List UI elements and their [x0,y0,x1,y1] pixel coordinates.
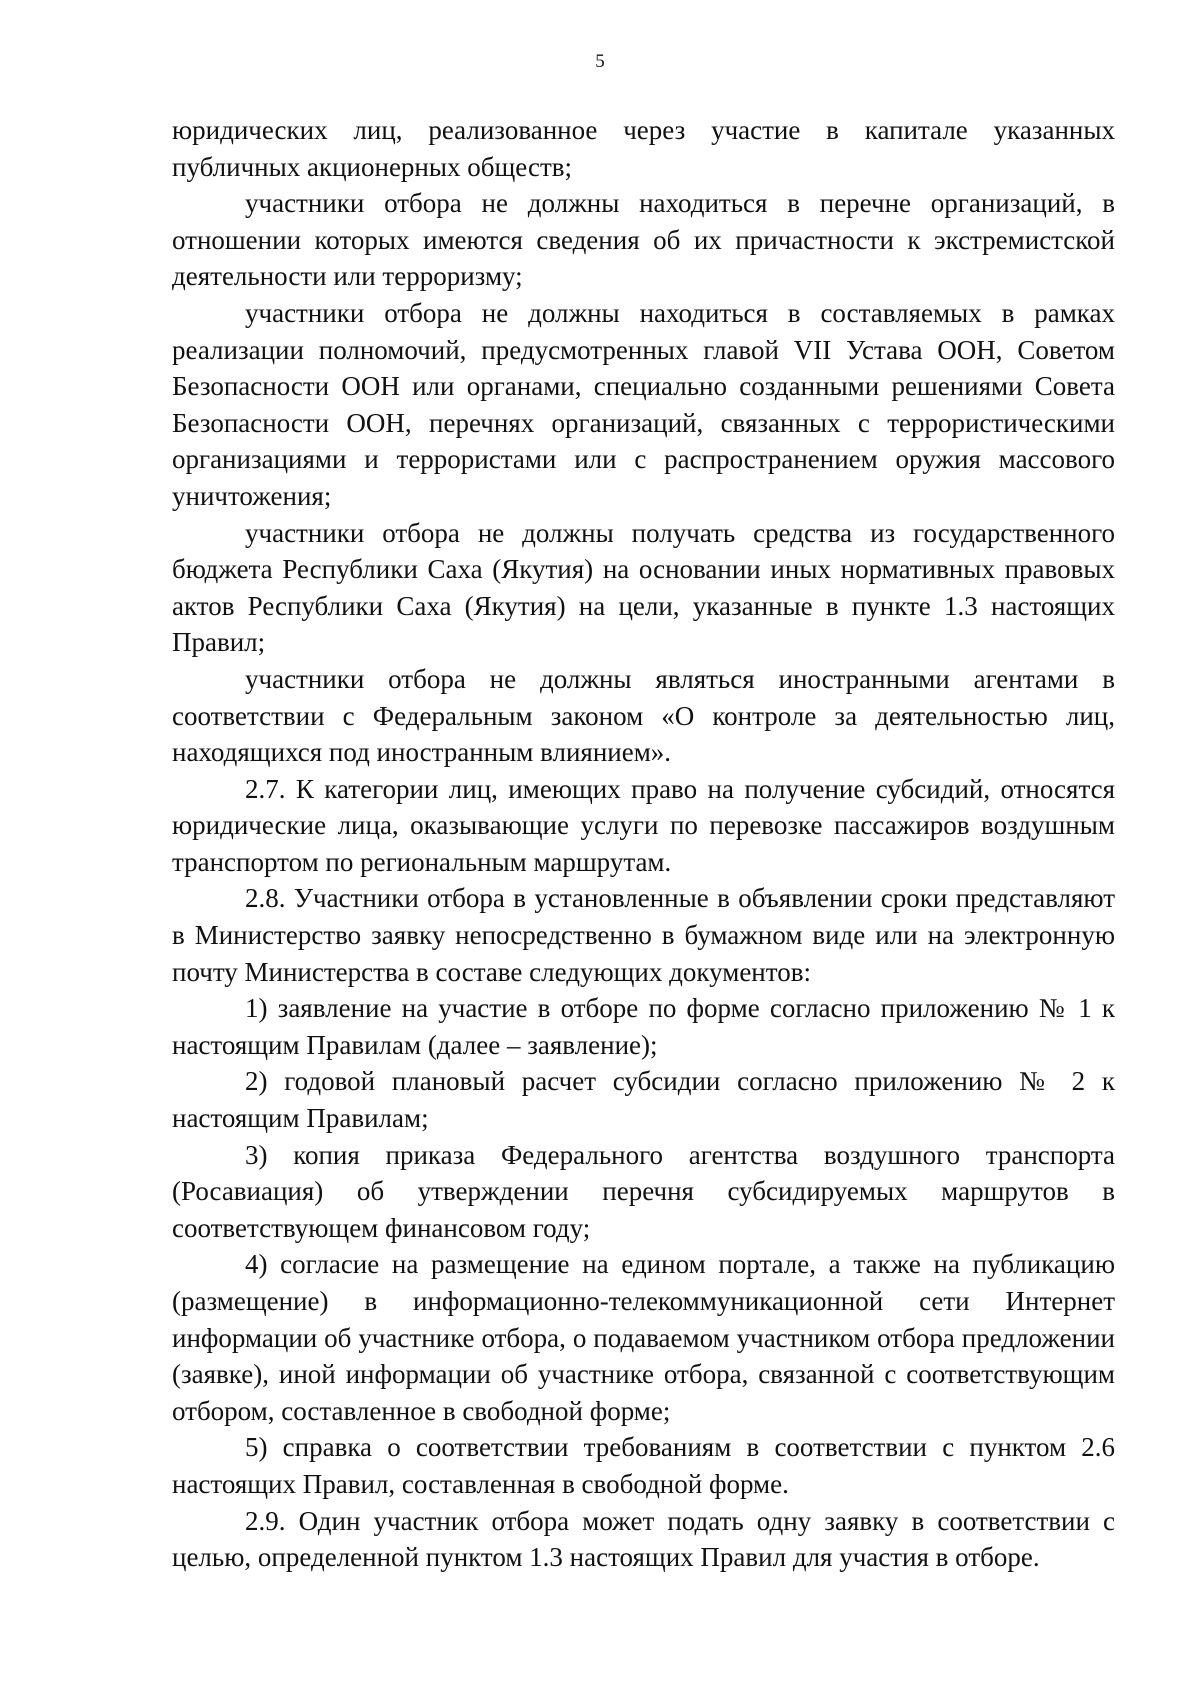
paragraph-clause-2-8: 2.8. Участники отбора в установленные в объявлении сроки представляют в Министерство заявку непосредственно в бумажном виде или на электронную почту Министерства в составе следующих документов: [172,883,1115,987]
page-number: 5 [595,51,605,72]
paragraph-budget-funds-requirement: участники отбора не должны получать средства из государственного бюджета Республики Саха (Якутия) на основании иных нормативных правовых актов Республики Саха (Якутия) на цели, указанные в пункте 1.3 настоящих Правил; [172,517,1115,658]
paragraph-foreign-agent-requirement: участники отбора не должны являться иностранными агентами в соответствии с Федеральным законом «О контроле за деятельностью лиц, находящихся под иностранным влиянием». [172,663,1115,768]
paragraph-item-4: 4) согласие на размещение на едином портале, а также на публикацию (размещение) в информационно-телекоммуникационной сети Интернет информации об участнике отбора, о подаваемом участником отбора предложении (заявке), иной информации об участнике отбора, связанной с соответствующим отбором, составленное в свободной форме; [172,1249,1115,1426]
paragraph-item-3: 3) копия приказа Федерального агентства воздушного транспорта (Росавиация) об утверждении перечня субсидируемых маршрутов в соответствующем финансовом году; [172,1139,1115,1243]
paragraph-continuation: юридических лиц, реализованное через участие в капитале указанных публичных акционерных обществ; [172,115,1115,182]
paragraph-clause-2-9: 2.9. Один участник отбора может подать одну заявку в соответствии с целью, определенной пунктом 1.3 настоящих Правил для участия в отборе. [172,1505,1115,1573]
paragraph-extremism-requirement: участники отбора не должны находиться в перечне организаций, в отношении которых имеются сведения об их причастности к экстремистской деятельности или терроризму; [172,188,1115,292]
paragraph-un-list-requirement: участники отбора не должны находиться в составляемых в рамках реализации полномочий, предусмотренных главой VII Устава ООН, Советом Безопасности ООН или органами, специально созданными решениями Совета Безопасности ООН, перечнях организаций, связанных с террористическими организациями и террористами или с распространением оружия массового уничтожения; [172,297,1115,511]
paragraph-item-2: 2) годовой плановый расчет субсидии согласно приложению № 2 к настоящим Правилам; [172,1066,1115,1134]
paragraph-item-5: 5) справка о соответствии требованиям в соответствии с пунктом 2.6 настоящих Правил, составленная в свободной форме. [172,1432,1115,1499]
document-body [172,112,1115,1576]
paragraph-item-1: 1) заявление на участие в отборе по форме согласно приложению № 1 к настоящим Правилам (далее – заявление); [172,993,1115,1060]
paragraph-clause-2-7: 2.7. К категории лиц, имеющих право на получение субсидий, относятся юридические лица, оказывающие услуги по перевозке пассажиров воздушным транспортом по региональным маршрутам. [172,773,1115,877]
